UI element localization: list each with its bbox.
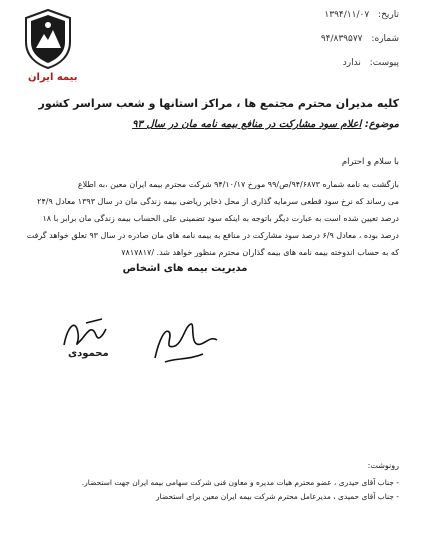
number-value: ۹۴/۸۳۹۵۷۷ (320, 34, 363, 44)
body-line: درصد تعیین شده است به عبارت دیگر باتوجه به اینکه سود تضمینی علی الحساب بیمه زندگی مان برابر با ۱۸ (42, 214, 399, 223)
letter-body (26, 176, 399, 261)
attachment-label: پیوست: (369, 58, 399, 68)
cc-line: - جناب آقای حمیدی ، مدیرعامل محترم شرکت بیمه ایران معین برای استحضار (155, 492, 399, 501)
body-line: بازگشت به نامه شماره ۹۴/۶۸۷۳/ص/۹۹ مورخ ۹۴/۱۰/۱۷ شرکت محترم بیمه ایران معین ،به اطلاع (77, 180, 399, 189)
subject-line (132, 119, 399, 130)
attachment-field (343, 58, 399, 68)
addressee: کلیه مدیران محترم مجتمع ها ، مراکز استانها و شعب سراسر کشور (38, 97, 399, 110)
number-field (321, 34, 399, 44)
signature-2 (145, 318, 225, 368)
company-name: بیمه ایران (28, 72, 78, 83)
body-line: می رساند که نرخ سود قطعی سرمایه گذاری از محل ذخایر ریاضی بیمه زندگی مان در سال ۱۳۹۳ معادل ۲۴/۹ (37, 197, 399, 206)
subject-label: موضوع: (364, 119, 399, 130)
department-title: مدیریت بیمه های اشخاص (122, 263, 248, 274)
date-field (324, 10, 399, 20)
number-label: شماره: (371, 34, 399, 44)
iran-insurance-emblem-icon (22, 8, 74, 70)
cc-title: رونوشت: (367, 461, 399, 470)
date-label: تاریخ: (378, 10, 399, 20)
date-value: ۱۳۹۴/۱۱/۰۷ (324, 10, 370, 20)
attachment-value: ندارد (342, 58, 361, 68)
greeting: با سلام و احترام (341, 157, 399, 167)
signatory-name: محمودی (68, 348, 109, 359)
body-line: که به حساب اندوخته بیمه نامه های بیمه گذاران محترم منظور خواهد شد. /۷۸۱۷۸۱۷ (121, 248, 399, 257)
cc-line: - جناب آقای حیدری ، عضو محترم هیات مدیره و معاون فنی شرکت سهامی بیمه ایران جهت استحضار. (81, 478, 399, 487)
subject-value: اعلام سود مشارکت در منافع بیمه نامه مان در سال ۹۳ (132, 119, 362, 130)
body-line: درصد بوده ، معادل ۶/۹ درصد سود مشارکت در منافع به بیمه نامه های مان صادره در سال ۹۳ تعلق خواهد گرفت (26, 231, 399, 240)
